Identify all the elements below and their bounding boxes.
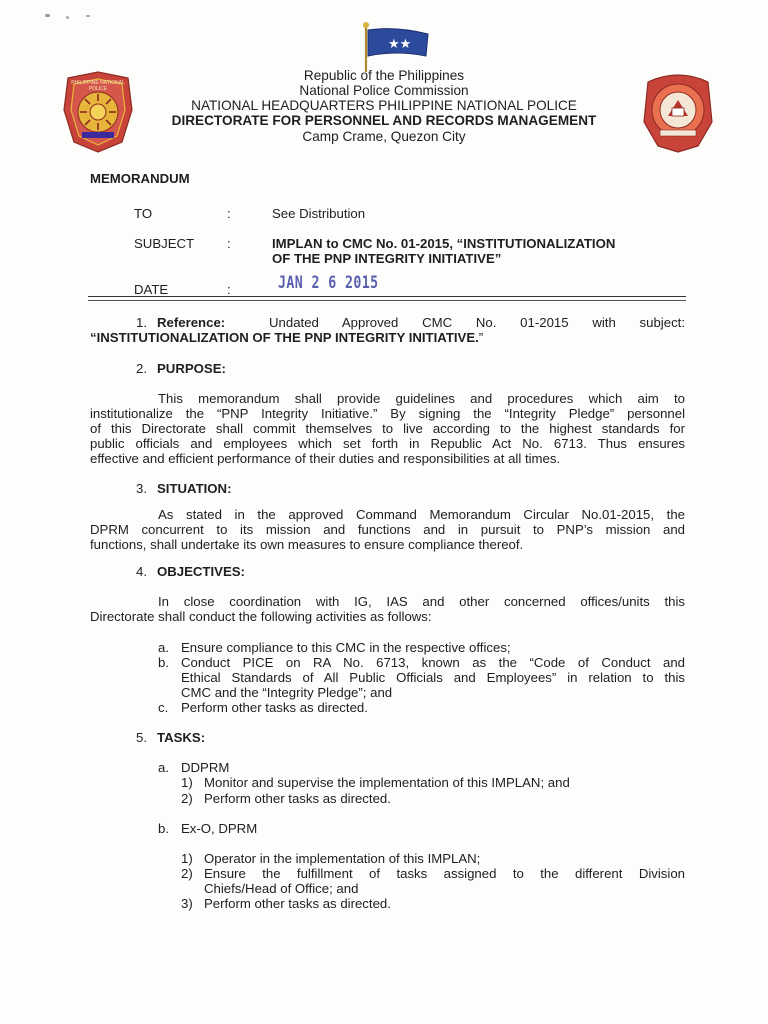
s1-number: 1.	[136, 315, 147, 330]
header-hq: NATIONAL HEADQUARTERS PHILIPPINE NATIONAL POLICE	[191, 98, 577, 113]
subject-label: SUBJECT	[134, 236, 195, 251]
date-colon: :	[227, 282, 231, 297]
s2-label: PURPOSE:	[157, 361, 226, 376]
s1-close-quote: ”	[478, 330, 484, 345]
s2-line: effective and efficient performance of their duties and responsibilities at all times.	[90, 451, 561, 466]
svg-text:★★: ★★	[388, 37, 412, 52]
s5a-title: DDPRM	[181, 760, 230, 775]
s5-number: 5.	[136, 730, 147, 745]
s4-item-mark: c.	[158, 700, 169, 715]
s5b-item-line: Operator in the implementation of this IMPLAN;	[204, 851, 481, 866]
s4-item-line: Ensure compliance to this CMC in the respective offices;	[181, 640, 511, 655]
s2-number: 2.	[136, 361, 147, 376]
s4-line: In close coordination with IG, IAS and other concerned offices/units this	[158, 594, 685, 609]
s4-item-line: Conduct PICE on RA No. 6713, known as the “Code of Conduct and	[181, 655, 685, 670]
s3-label: SITUATION:	[157, 481, 232, 496]
s5b-item-line: Perform other tasks as directed.	[204, 896, 391, 911]
s5a-item-mark: 1)	[181, 775, 193, 790]
s2-line: of this Directorate shall commit themselves to live according to the highest standards for	[90, 421, 685, 436]
flag-icon	[356, 22, 432, 74]
s5b-mark: b.	[158, 821, 169, 836]
s5b-item-mark: 2)	[181, 866, 193, 881]
s2-line: public officials and employees which set forth in Republic Act No. 6713. Thus ensures	[90, 436, 685, 451]
to-colon: :	[227, 206, 231, 221]
s3-line: functions, shall undertake its own measures to ensure compliance thereof.	[90, 537, 524, 552]
s5b-item-mark: 1)	[181, 851, 193, 866]
s5b-item-line: Ensure the fulfillment of tasks assigned to the different Division	[204, 866, 685, 881]
header-divider	[88, 296, 686, 297]
subject-line-2: OF THE PNP INTEGRITY INITIATIVE”	[272, 251, 502, 266]
s2-line: institutionalize the “PNP Integrity Initiative.” By signing the “Integrity Pledge” personnel	[90, 406, 685, 421]
date-label: DATE	[134, 282, 169, 297]
s5a-item-mark: 2)	[181, 791, 193, 806]
s3-number: 3.	[136, 481, 147, 496]
s5-label: TASKS:	[157, 730, 206, 745]
s2-line: This memorandum shall provide guidelines and procedures which aim to	[158, 391, 685, 406]
s4-label: OBJECTIVES:	[157, 564, 245, 579]
header-divider-thin	[88, 300, 686, 301]
scan-speck	[45, 14, 50, 17]
s4-item-line: Perform other tasks as directed.	[181, 700, 368, 715]
scan-speck	[86, 15, 90, 17]
s5a-item-line: Perform other tasks as directed.	[204, 791, 391, 806]
to-value: See Distribution	[272, 206, 366, 221]
s4-number: 4.	[136, 564, 147, 579]
to-label: TO	[134, 206, 153, 221]
s5b-item-line: Chiefs/Head of Office; and	[204, 881, 359, 896]
s1-label: Reference:	[157, 315, 226, 330]
s5b-item-mark: 3)	[181, 896, 193, 911]
s1-subject-title: “INSTITUTIONALIZATION OF THE PNP INTEGRITY INITIATIVE.	[90, 330, 479, 345]
s5b-title: Ex-O, DPRM	[181, 821, 258, 836]
s1-text-line2	[90, 330, 483, 346]
pnp-seal-text: PHILIPPINE NATIONAL POLICE	[71, 80, 125, 92]
s4-item-line: CMC and the “Integrity Pledge”; and	[181, 685, 393, 700]
header-republic: Republic of the Philippines	[303, 68, 465, 83]
header-directorate: DIRECTORATE FOR PERSONNEL AND RECORDS MANAGEMENT	[171, 113, 597, 128]
s3-line: As stated in the approved Command Memorandum Circular No.01-2015, the	[158, 507, 685, 522]
scan-speck	[66, 16, 69, 19]
header-location: Camp Crame, Quezon City	[302, 129, 466, 144]
s4-line: Directorate shall conduct the following activities as follows:	[90, 609, 432, 624]
s4-item-mark: a.	[158, 640, 169, 655]
memo-type: MEMORANDUM	[90, 171, 190, 186]
s1-text-a: Undated Approved CMC No. 01-2015 with subject:	[269, 315, 685, 330]
s3-line: DPRM concurrent to its mission and functions and in pursuit to PNP’s mission and	[90, 522, 685, 537]
s5a-item-line: Monitor and supervise the implementation of this IMPLAN; and	[204, 775, 570, 790]
s5a-mark: a.	[158, 760, 169, 775]
subject-line-1: IMPLAN to CMC No. 01-2015, “INSTITUTIONALIZATION	[272, 236, 616, 251]
date-stamp: JAN 2 6 2015	[278, 273, 379, 293]
subject-colon: :	[227, 236, 231, 251]
header-commission: National Police Commission	[299, 83, 469, 98]
s4-item-mark: b.	[158, 655, 169, 670]
s4-item-line: Ethical Standards of All Public Officials and Employees” in relation to this	[181, 670, 685, 685]
